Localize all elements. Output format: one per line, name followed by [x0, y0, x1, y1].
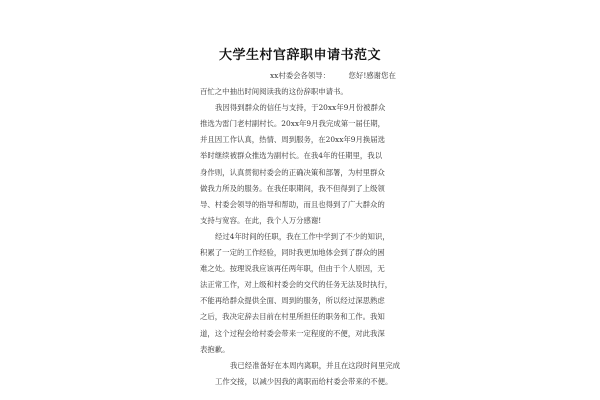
- body-line: 身作则，认真贯彻村委会的正确决策和部署，为村里群众: [200, 167, 385, 177]
- body-line: 法正常工作，对上级和村委会的交代的任务无法及时执行，: [200, 280, 393, 290]
- body-line: 推选为雷门老村副村长。20xx年9月我完成第一届任期，: [200, 119, 386, 129]
- body-line: 我已经准备好在本周内离职，并且在这段时间里完成: [230, 360, 400, 370]
- body-line: 不能再给群众提供全面、周到的服务，所以经过深思熟虑: [200, 296, 385, 306]
- body-line: 导、村委会领导的指导和帮助，而且也得到了广大群众的: [200, 199, 385, 209]
- document-title: 大学生村官辞职申请书范文: [218, 48, 381, 63]
- body-line: 表抱歉。: [200, 344, 230, 354]
- body-line: 百忙之中抽出时间阅读我的这份辞职申请书。: [200, 87, 348, 97]
- body-line: 经过4年时间的任职，我在工作中学到了不少的知识，: [215, 231, 390, 241]
- body-line: 难之处。按理说我应该再任两年职，但由于个人原因，无: [200, 264, 385, 274]
- body-line: 举时继续被群众推选为副村长。在我4年的任期里，我以: [200, 151, 383, 161]
- body-line: 我因得到群众的信任与支持，于20xx年9月份被群众: [215, 103, 386, 113]
- document-body: [200, 68, 410, 390]
- body-line: 之后，我决定辞去目前在村里所担任的职务和工作。我知: [200, 312, 385, 322]
- body-line: 积累了一定的工作经验，同时我更加地体会到了群众的困: [200, 248, 385, 258]
- body-line: 道，这个过程会给村委会带来一定程度的不便，对此我深: [200, 328, 385, 338]
- body-line: 支持与宽容。在此，我个人万分感谢!: [200, 215, 322, 225]
- body-line: 工作交接，以减少因我的离职而给村委会带来的不便。: [215, 376, 393, 386]
- body-line: xx村委会各领导： 您好!感谢您在: [270, 71, 396, 80]
- body-line: 做我力所及的服务。在我任职期间，我不但得到了上级领: [200, 183, 385, 193]
- body-line: 并且因工作认真，热情、周到服务，在20xx年9月换届选: [200, 135, 386, 145]
